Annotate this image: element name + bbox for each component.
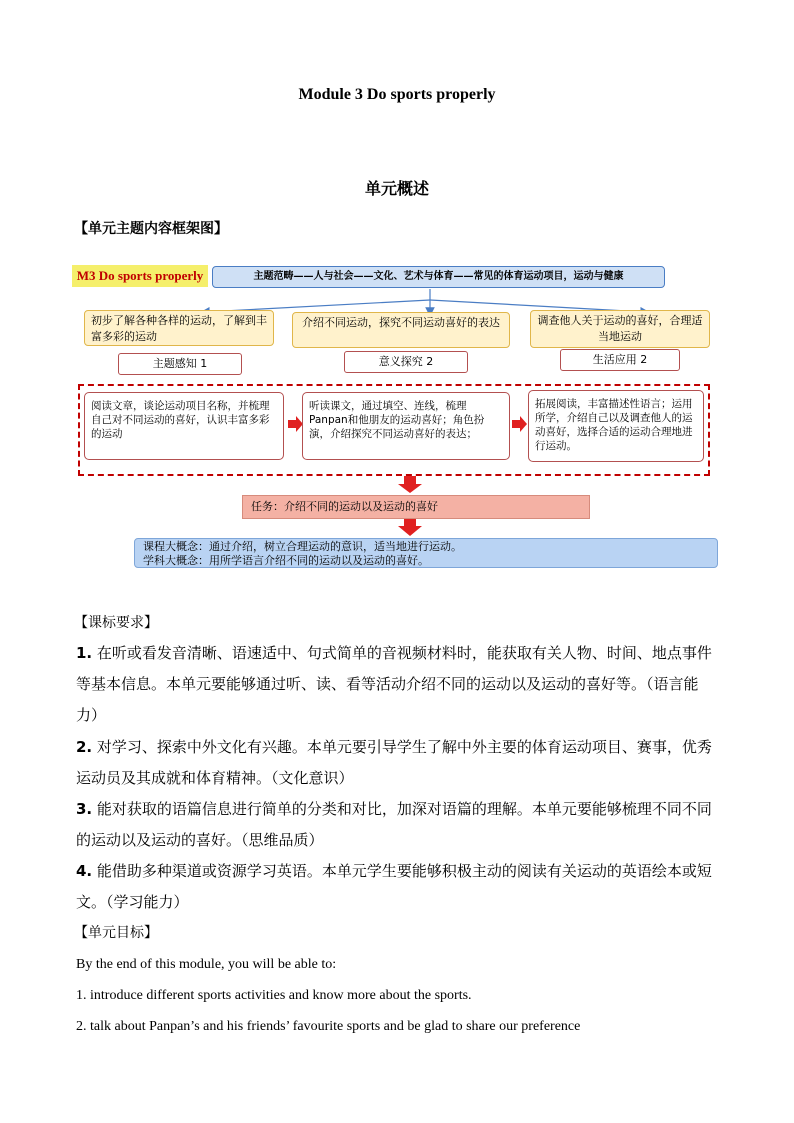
standard-item-1 xyxy=(76,638,720,731)
framework-heading: 【单元主题内容框架图】 xyxy=(74,221,228,237)
framework-diagram xyxy=(70,262,720,572)
standard-item-2 xyxy=(76,732,720,794)
stage-3-desc: 调查他人关于运动的喜好，合理适当地运动 xyxy=(530,310,710,348)
standard-text: 在听或看发音清晰、语速适中、句式简单的音视频材料时，能获取有关人物、时间、地点事件等基本信息。本单元要能够通过听、读、看等活动介绍不同的运动以及运动的喜好等。（语言能力） xyxy=(76,644,712,724)
task-box: 任务：介绍不同的运动以及运动的喜好 xyxy=(242,495,590,519)
stage-1-detail: 阅读文章，谈论运动项目名称，并梳理自己对不同运动的喜好，认识丰富多彩的运动 xyxy=(84,392,284,460)
standard-text: 对学习、探索中外文化有兴趣。本单元要引导学生了解中外主要的体育运动项目、赛事，优秀运动员及其成就和体育精神。（文化意识） xyxy=(76,738,712,787)
standard-text: 能对获取的语篇信息进行简单的分类和对比，加深对语篇的理解。本单元要能够梳理不同不同的运动以及运动的喜好。（思维品质） xyxy=(76,800,712,849)
standards-heading: 【课标要求】 xyxy=(74,615,158,631)
theme-box: 主题范畴——人与社会——文化、艺术与体育——常见的体育运动项目，运动与健康 xyxy=(212,266,665,288)
section-subtitle: 单元概述 xyxy=(364,179,429,198)
goals-heading: 【单元目标】 xyxy=(74,925,158,941)
course-concept: 课程大概念：通过介绍，树立合理运动的意识，适当地进行运动。 xyxy=(143,540,462,553)
stage-2-detail: 听读课文，通过填空、连线，梳理Panpan和他朋友的运动喜好；角色扮演，介绍探究不同运动喜好的表达； xyxy=(302,392,510,460)
stage-1-desc: 初步了解各种各样的运动，了解到丰富多彩的运动 xyxy=(84,310,274,346)
stage-2-label: 意义探究 2 xyxy=(344,351,468,373)
red-arrow-down xyxy=(398,519,422,536)
standard-num: 2. xyxy=(76,738,93,756)
standard-num: 1. xyxy=(76,644,93,662)
stage-3-label: 生活应用 2 xyxy=(560,349,680,371)
subject-concept: 学科大概念：用所学语言介绍不同的运动以及运动的喜好。 xyxy=(143,554,429,567)
standard-item-4 xyxy=(76,856,720,918)
document-title: Module 3 Do sports properly xyxy=(298,86,496,103)
standard-num: 3. xyxy=(76,800,93,818)
module-tag: M3 Do sports properly xyxy=(72,265,208,287)
standard-num: 4. xyxy=(76,862,93,880)
stage-2-desc: 介绍不同运动，探究不同运动喜好的表达 xyxy=(292,312,510,348)
stage-3-detail: 拓展阅读，丰富描述性语言；运用所学，介绍自己以及调查他人的运动喜好，选择合适的运动合理地进行运动。 xyxy=(528,390,704,462)
stage-1-label: 主题感知 1 xyxy=(118,353,242,375)
goals-intro: By the end of this module, you will be able to: xyxy=(76,957,337,972)
concept-box xyxy=(134,538,718,568)
standard-item-3 xyxy=(76,794,720,856)
red-arrow-down xyxy=(398,476,422,493)
goal-item-1: 1. introduce different sports activities and know more about the sports. xyxy=(76,988,472,1003)
standard-text: 能借助多种渠道或资源学习英语。本单元学生要能够积极主动的阅读有关运动的英语绘本或短文。（学习能力） xyxy=(76,862,712,911)
goal-item-2: 2. talk about Panpan’s and his friends’ favourite sports and be glad to share our preference xyxy=(76,1019,581,1034)
